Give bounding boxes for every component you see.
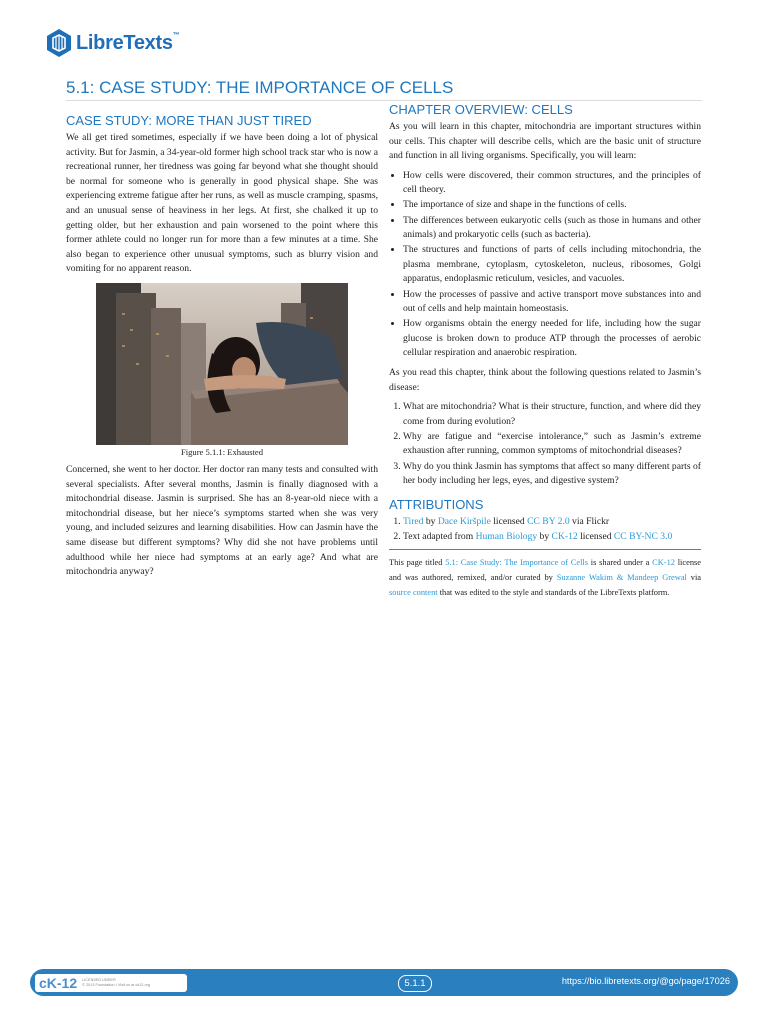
- overview-intro: As you will learn in this chapter, mitochondria are important structures within our cells. This chapter will describe cells, which are the basic unit of structure and function in all living organisms. Specifically, you will learn:: [389, 121, 701, 162]
- list-item: • The structures and functions of parts of cells including mitochondria, the plasma membrane, cytoplasm, cytoskeleton, nucleus, ribosomes, Golgi apparatus, endoplasmic reticulum, vesicles, and vacuoles.: [403, 243, 701, 287]
- questions-list: [389, 400, 701, 489]
- questions-intro: As you read this chapter, think about the following questions related to Jasmin’s disease:: [389, 367, 701, 393]
- license-notice: This page titled 5.1: Case Study: The Importance of Cells is shared under a CK-12 license and was authored, remixed, and/or curated by Suzanne Wakim & Mandeep Grewal via source content that was edited to the style and standards of the LibreTexts platform.: [389, 549, 701, 600]
- logo-text: LibreTexts™: [76, 31, 180, 54]
- libretexts-hex-icon: [46, 28, 72, 58]
- chapter-overview-heading: CHAPTER OVERVIEW: CELLS: [389, 102, 573, 117]
- ck12-license-link[interactable]: CK-12: [652, 558, 675, 568]
- page-url[interactable]: https://bio.libretexts.org/@go/page/17026: [561, 976, 730, 986]
- right-column: [389, 102, 701, 600]
- attribution-item: 1. Tired by Dace Kiršpile licensed CC BY 2.0 via Flickr: [403, 515, 701, 530]
- learning-objectives-list: [389, 169, 701, 361]
- tired-link[interactable]: Tired: [403, 515, 424, 527]
- case-study-heading: CASE STUDY: MORE THAN JUST TIRED: [66, 113, 312, 128]
- page-number: 5.1.1: [398, 975, 432, 992]
- figure-caption: Figure 5.1.1: Exhausted: [180, 446, 264, 457]
- authors-link[interactable]: Suzanne Wakim & Mandeep Grewal: [556, 573, 687, 583]
- list-item: 2. Why are fatigue and “exercise intolerance,” such as Jasmin’s extreme exhaustion after running, common symptoms of mitochondrial diseases?: [403, 430, 701, 459]
- license-link[interactable]: CC BY 2.0: [527, 515, 570, 527]
- page-footer: [30, 969, 738, 996]
- attributions-list: [389, 515, 701, 545]
- list-item: • How the processes of passive and active transport move substances into and out of cells and help maintain homeostasis.: [403, 288, 701, 317]
- libretexts-logo[interactable]: [46, 28, 179, 58]
- list-item: • The importance of size and shape in the functions of cells.: [403, 198, 701, 213]
- exhausted-photo: [96, 283, 348, 445]
- attribution-item: 2. Text adapted from Human Biology by CK-12 licensed CC BY-NC 3.0: [403, 530, 701, 545]
- list-item: 1. What are mitochondria? What is their structure, function, and where did they come from during evolution?: [403, 400, 701, 429]
- case-study-paragraph-1: We all get tired sometimes, especially if we have been doing a lot of physical activity. But for Jasmin, a 34-year-old former high school track star who is now a recreational runner, her tiredness was going far beyond what she thought should be normal for someone who is generally in good physical shape. She was experiencing extreme fatigue after her runs, as well as muscle cramping, spasms, and an unusual sense of heaviness in her legs. At first, she chalked it up to getting older, but her exhaustion and pain worsened to the point where this former athlete could no longer run for more than a few minutes at a time. She also began to experience other unusual symptoms, such as blurry vision and vomiting for no apparent reason.: [66, 132, 378, 275]
- license-link[interactable]: CC BY-NC 3.0: [613, 530, 673, 542]
- page-title: 5.1: CASE STUDY: THE IMPORTANCE OF CELLS: [66, 78, 702, 101]
- list-item: • How organisms obtain the energy needed for life, including how the sugar glucose is broken down to produce ATP through the processes of aerobic cellular respiration and anaerobic respiration.: [403, 317, 701, 361]
- ck12-link[interactable]: CK-12: [551, 530, 578, 542]
- ck12-license-text: LICENSED UNDER © 2013 Foundation • Visit us at ck12.org: [82, 978, 150, 987]
- case-study-paragraph-2: Concerned, she went to her doctor. Her doctor ran many tests and consulted with several specialists. After several months, Jasmin is finally diagnosed with a mitochondrial disease. Jasmin is surprised. She has an 8-year-old niece with a mitochondrial disease, but her niece’s symptoms started when she was very young, and included seizures and learning disabilities. How can Jasmin have the same disease but different symptoms? Why did she not have problems until adulthood while her niece had symptoms at an early age? And what are mitochondria anyway?: [66, 463, 378, 578]
- author-link[interactable]: Dace Kiršpile: [437, 515, 491, 527]
- ck12-badge[interactable]: [35, 974, 187, 992]
- attributions-heading: ATTRIBUTIONS: [389, 496, 484, 512]
- human-biology-link[interactable]: Human Biology: [475, 530, 538, 542]
- list-item: • How cells were discovered, their common structures, and the principles of cell theory.: [403, 169, 701, 198]
- page-title-link[interactable]: 5.1: Case Study: The Importance of Cells: [445, 558, 589, 568]
- source-content-link[interactable]: source content: [389, 587, 438, 597]
- figure-exhausted: [66, 283, 378, 457]
- list-item: • The differences between eukaryotic cells (such as those in humans and other animals) and prokaryotic cells (such as bacteria).: [403, 214, 701, 243]
- list-item: 3. Why do you think Jasmin has symptoms that affect so many different parts of her body including her legs, eyes, and digestive system?: [403, 460, 701, 489]
- ck12-logo: cK-12: [39, 975, 78, 991]
- left-column: [66, 102, 378, 585]
